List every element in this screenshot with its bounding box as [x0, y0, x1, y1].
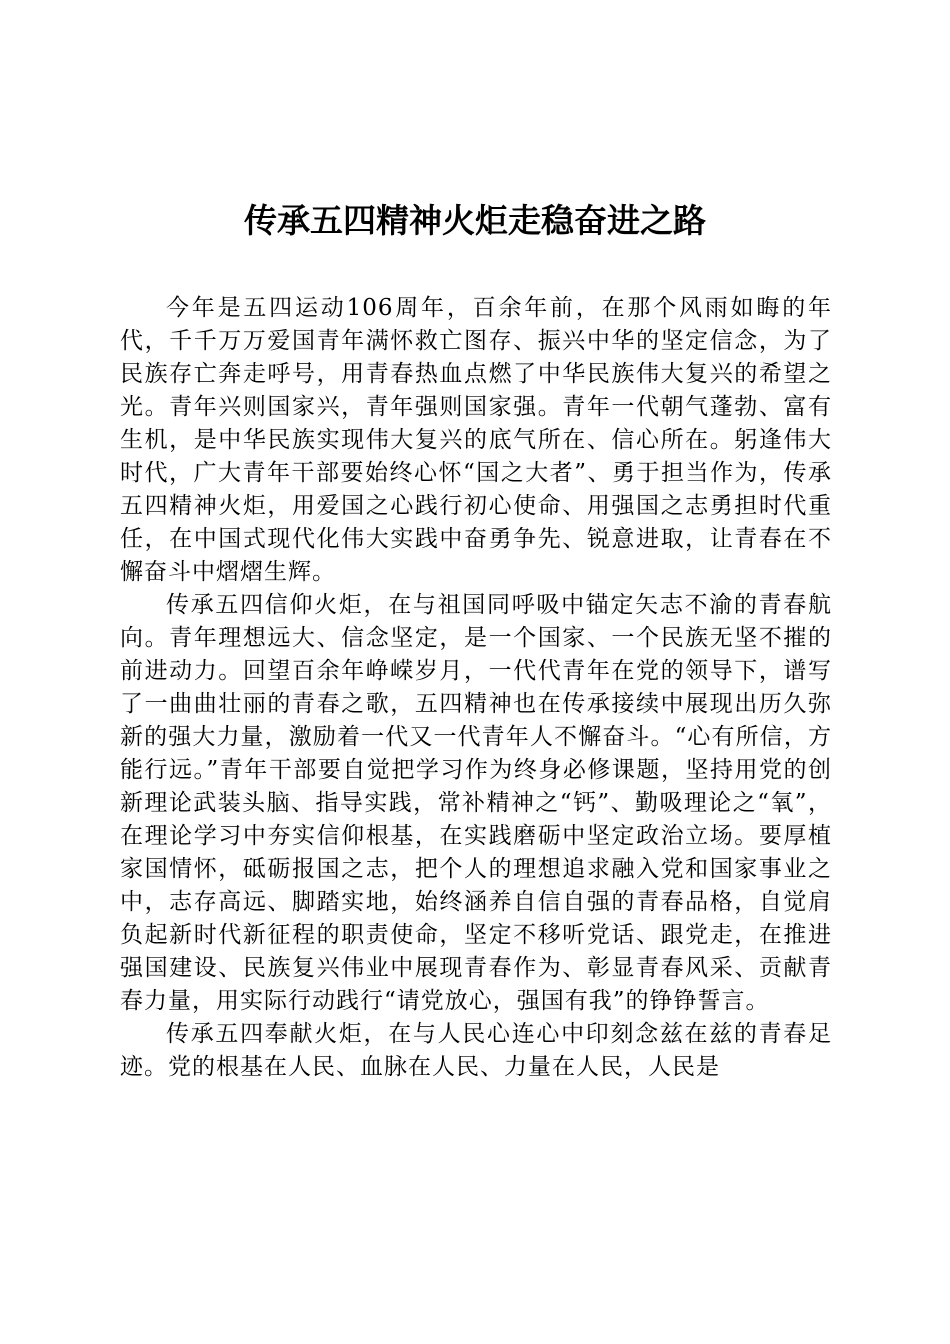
paragraph-1: 今年是五四运动106周年，百余年前，在那个风雨如晦的年代，千千万万爱国青年满怀救亡图存、振兴中华的坚定信念，为了民族存亡奔走呼号，用青春热血点燃了中华民族伟大复兴的希望之光。青年兴则国家兴，青年强则国家强。青年一代朝气蓬勃、富有生机，是中华民族实现伟大复兴的底气所在、信心所在。躬逢伟大时代，广大青年干部要始终心怀“国之大者”、勇于担当作为，传承五四精神火炬，用爱国之心践行初心使命、用强国之志勇担时代重任，在中国式现代化伟大实践中奋勇争先、锐意进取，让青春在不懈奋斗中熠熠生辉。	[120, 295, 832, 585]
paragraph-3: 传承五四奉献火炬，在与人民心连心中印刻念兹在兹的青春足迹。党的根基在人民、血脉在人民、力量在人民，人民是	[120, 1021, 832, 1080]
document-title: 传承五四精神火炬走稳奋进之路	[244, 201, 706, 240]
document-body	[120, 292, 832, 1084]
paragraph-2: 传承五四信仰火炬，在与祖国同呼吸中锚定矢志不渝的青春航向。青年理想远大、信念坚定，是一个国家、一个民族无坚不摧的前进动力。回望百余年峥嵘岁月，一代代青年在党的领导下，谱写了一曲曲壮丽的青春之歌，五四精神也在传承接续中展现出历久弥新的强大力量，激励着一代又一代青年人不懈奋斗。“心有所信，方能行远。”青年干部要自觉把学习作为终身必修课题，坚持用党的创新理论武装头脑、指导实践，常补精神之“钙”、勤吸理论之“氧”，在理论学习中夯实信仰根基，在实践磨砺中坚定政治立场。要厚植家国情怀，砥砺报国之志，把个人的理想追求融入党和国家事业之中，志存高远、脚踏实地，始终涵养自信自强的青春品格，自觉肩负起新时代新征程的职责使命，坚定不移听党话、跟党走，在推进强国建设、民族复兴伟业中展现青春作为、彰显青春风采、贡献青春力量，用实际行动践行“请党放心，强国有我”的铮铮誓言。	[120, 592, 832, 1014]
